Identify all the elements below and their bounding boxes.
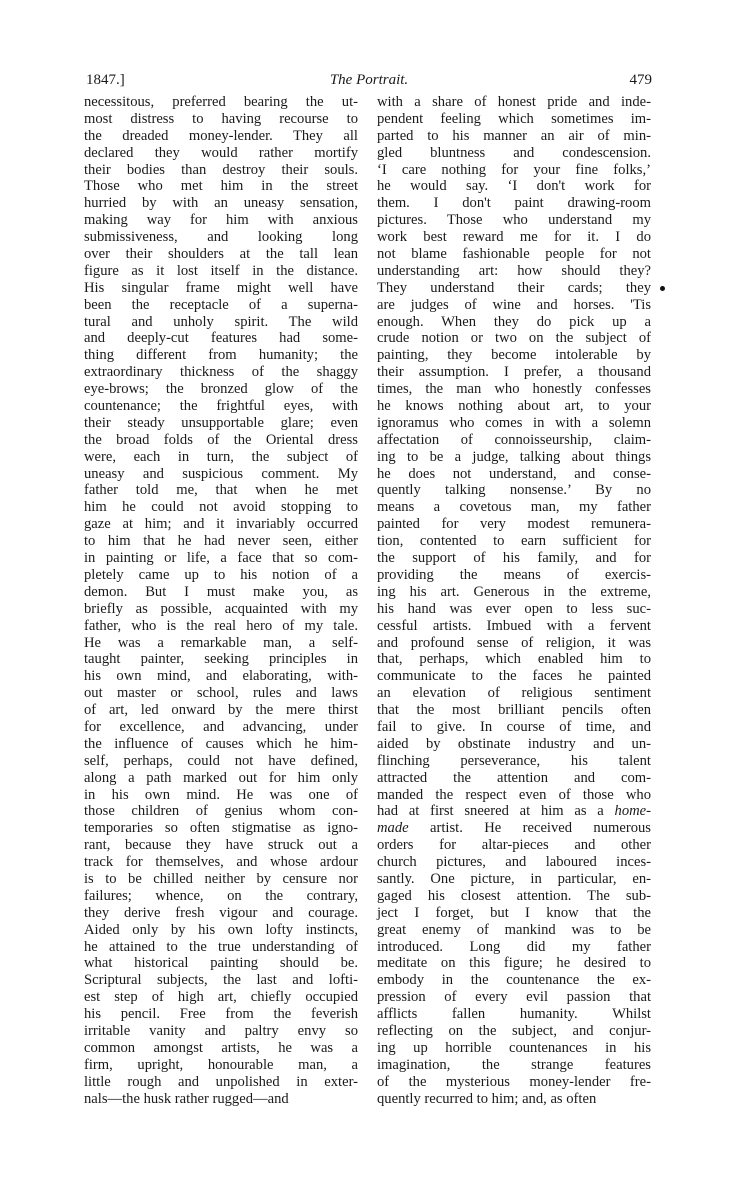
text-line: he attained to the true understanding of [84, 938, 358, 955]
text-line: countenance; the frightful eyes, with [84, 398, 358, 415]
text-line: work best reward me for it. I do [377, 229, 651, 246]
text-line: them. I don't paint drawing-room [377, 195, 651, 212]
text-line: communicate to the faces he painted [377, 668, 651, 685]
text-line: pletely came up to his notion of a [84, 566, 358, 583]
right-text-column [377, 94, 651, 1107]
text-line: had at first sneered at him as a home- [377, 803, 651, 820]
text-line: flinching perseverance, his talent [377, 752, 651, 769]
text-line: tural and unholy spirit. The wild [84, 313, 358, 330]
text-line: quently recurred to him; and, as often [377, 1090, 597, 1107]
text-line: parted to his manner an air of min- [377, 127, 651, 144]
text-line: figure as it lost itself in the distance. [84, 262, 358, 279]
text-line: pression of every evil passion that [377, 989, 651, 1006]
text-line: his pencil. Free from the feverish [84, 1006, 358, 1023]
text-line: made artist. He received numerous [377, 820, 651, 837]
page-number: 479 [629, 72, 652, 88]
text-line: manded the respect even of those who [377, 786, 651, 803]
text-line: he knows nothing about art, to your [377, 398, 651, 415]
text-line: their bodies than destroy their souls. [84, 161, 358, 178]
text-line: affectation of connoisseurship, claim- [377, 431, 651, 448]
text-line: him he could not avoid stopping to [84, 499, 358, 516]
text-line: he does not understand, and conse- [377, 465, 651, 482]
text-line: Scriptural subjects, the last and lofti- [84, 972, 358, 989]
text-line: is to be chilled neither by censure nor [84, 870, 358, 887]
text-line: imagination, the strange features [377, 1056, 651, 1073]
text-line: not blame fashionable people for not [377, 246, 651, 263]
text-line: santly. One picture, in particular, en- [377, 870, 651, 887]
text-line: embody in the countenance the ex- [377, 972, 651, 989]
text-line: of the mysterious money-lender fre- [377, 1073, 651, 1090]
text-line: irritable vanity and paltry envy so [84, 1022, 358, 1039]
text-line: the influence of causes which he him- [84, 735, 358, 752]
text-line: common amongst artists, he was a [84, 1039, 358, 1056]
text-line: His singular frame might well have [84, 279, 358, 296]
text-line: their assumption. I prefer, a thousand [377, 364, 651, 381]
text-line: great enemy of mankind was to be [377, 921, 651, 938]
text-line: Those who met him in the street [84, 178, 358, 195]
text-line: attracted the attention and com- [377, 769, 651, 786]
text-line: their steady unsupportable glare; even [84, 414, 358, 431]
text-line: orders for altar-pieces and other [377, 837, 651, 854]
text-line: painted for very modest remunera- [377, 516, 651, 533]
text-line: are judges of wine and horses. 'Tis [377, 296, 651, 313]
text-line: understanding art: how should they? [377, 262, 651, 279]
text-line: and deeply-cut features had some- [84, 330, 358, 347]
text-line: afflicts fallen humanity. Whilst [377, 1006, 651, 1023]
text-line: along a path marked out for him only [84, 769, 358, 786]
text-line: he would say. ‘I don't work for [377, 178, 651, 195]
text-line: the support of his family, and for [377, 550, 651, 567]
text-line: ing up horrible countenances in his [377, 1039, 651, 1056]
text-line: making way for him with anxious [84, 212, 358, 229]
text-line: hurried by with an uneasy sensation, [84, 195, 358, 212]
text-line: tion, contented to earn sufficient for [377, 533, 651, 550]
text-line: his hand was ever open to less suc- [377, 600, 651, 617]
text-line: gled bluntness and condescension. [377, 144, 651, 161]
text-line: means a covetous man, my father [377, 499, 651, 516]
text-line: gaze at him; and it invariably occurred [84, 516, 358, 533]
text-line: track for themselves, and whose ardour [84, 854, 358, 871]
text-line: father, who is the real hero of my tale. [84, 617, 358, 634]
text-line: an elevation of religious sentiment [377, 685, 651, 702]
text-line: failures; whence, on the contrary, [84, 887, 358, 904]
text-line: in his own mind. He was one of [84, 786, 358, 803]
text-line: his own mind, and elaborating, with- [84, 668, 358, 685]
text-line: over their shoulders at the tall lean [84, 246, 358, 263]
text-line: temporaries so often stigmatise as igno- [84, 820, 358, 837]
text-line: ignoramus who comes in with a solemn [377, 414, 651, 431]
text-line: pendent feeling which sometimes im- [377, 110, 651, 127]
text-line: declared they would rather mortify [84, 144, 358, 161]
header-title: The Portrait. [329, 72, 409, 88]
text-line: eye-brows; the bronzed glow of the [84, 381, 358, 398]
text-line: introduced. Long did my father [377, 938, 651, 955]
text-line: ing to be a judge, talking about things [377, 448, 651, 465]
text-line: Aided only by his own lofty instincts, [84, 921, 358, 938]
text-line: gaged his closest attention. The sub- [377, 887, 651, 904]
text-line: meditate on this figure; he desired to [377, 955, 651, 972]
text-line: that the most brilliant pencils often [377, 702, 651, 719]
text-line: painting, they become intolerable by [377, 347, 651, 364]
text-line: uneasy and suspicious comment. My [84, 465, 358, 482]
text-line: and profound sense of religion, it was [377, 634, 651, 651]
text-line: those children of genius whom con- [84, 803, 358, 820]
text-line: that, perhaps, which enabled him to [377, 651, 651, 668]
text-line: most distress to having recourse to [84, 110, 358, 127]
text-line: submissiveness, and looking long [84, 229, 358, 246]
text-line: enough. When they do pick up a [377, 313, 651, 330]
text-line: providing the means of exercis- [377, 566, 651, 583]
text-line: He was a remarkable man, a self- [84, 634, 358, 651]
text-line: briefly as possible, acquainted with my [84, 600, 358, 617]
text-line: little rough and unpolished in exter- [84, 1073, 358, 1090]
text-line: the broad folds of the Oriental dress [84, 431, 358, 448]
text-line: ‘I care nothing for your fine folks,’ [377, 161, 651, 178]
text-line: quently talking nonsense.’ By no [377, 482, 651, 499]
text-line: church pictures, and laboured inces- [377, 854, 651, 871]
text-line: reflecting on the subject, and conjur- [377, 1022, 651, 1039]
text-line: ing his art. Generous in the extreme, [377, 583, 651, 600]
text-line: to him that he had never seen, either [84, 533, 358, 550]
running-header [86, 72, 652, 92]
left-text-column [84, 94, 358, 1107]
text-line: they derive fresh vigour and courage. [84, 904, 358, 921]
text-line: were, each in turn, the subject of [84, 448, 358, 465]
text-line: in painting or life, a face that so com- [84, 550, 358, 567]
text-line: firm, upright, honourable man, a [84, 1056, 358, 1073]
margin-dot-mark [660, 286, 665, 291]
text-line: self, perhaps, could not have defined, [84, 752, 358, 769]
text-line: with a share of honest pride and inde- [377, 94, 651, 110]
text-line: ject I forget, but I know that the [377, 904, 651, 921]
header-year: 1847.] [86, 72, 125, 88]
text-line: extraordinary thickness of the shaggy [84, 364, 358, 381]
text-line: for excellence, and advancing, under [84, 718, 358, 735]
text-line: taught painter, seeking principles in [84, 651, 358, 668]
text-line: They understand their cards; they [377, 279, 651, 296]
text-line: what historical painting should be. [84, 955, 358, 972]
text-line: demon. But I must make you, as [84, 583, 358, 600]
text-line: aided by obstinate industry and un- [377, 735, 651, 752]
text-line: cessful artists. Imbued with a fervent [377, 617, 651, 634]
text-line: times, the man who honestly confesses [377, 381, 651, 398]
text-line: fail to give. In course of time, and [377, 718, 651, 735]
text-line: out master or school, rules and laws [84, 685, 358, 702]
text-line: thing different from humanity; the [84, 347, 358, 364]
text-line: nals—the husk rather rugged—and [84, 1090, 289, 1107]
text-line: of art, led onward by the mere thirst [84, 702, 358, 719]
text-line: been the receptacle of a superna- [84, 296, 358, 313]
text-line: necessitous, preferred bearing the ut- [84, 94, 358, 110]
text-line: father told me, that when he met [84, 482, 358, 499]
text-line: pictures. Those who understand my [377, 212, 651, 229]
text-line: rant, because they have struck out a [84, 837, 358, 854]
text-line: est step of high art, chiefly occupied [84, 989, 358, 1006]
text-line: crude notion or two on the subject of [377, 330, 651, 347]
text-line: the dreaded money-lender. They all [84, 127, 358, 144]
